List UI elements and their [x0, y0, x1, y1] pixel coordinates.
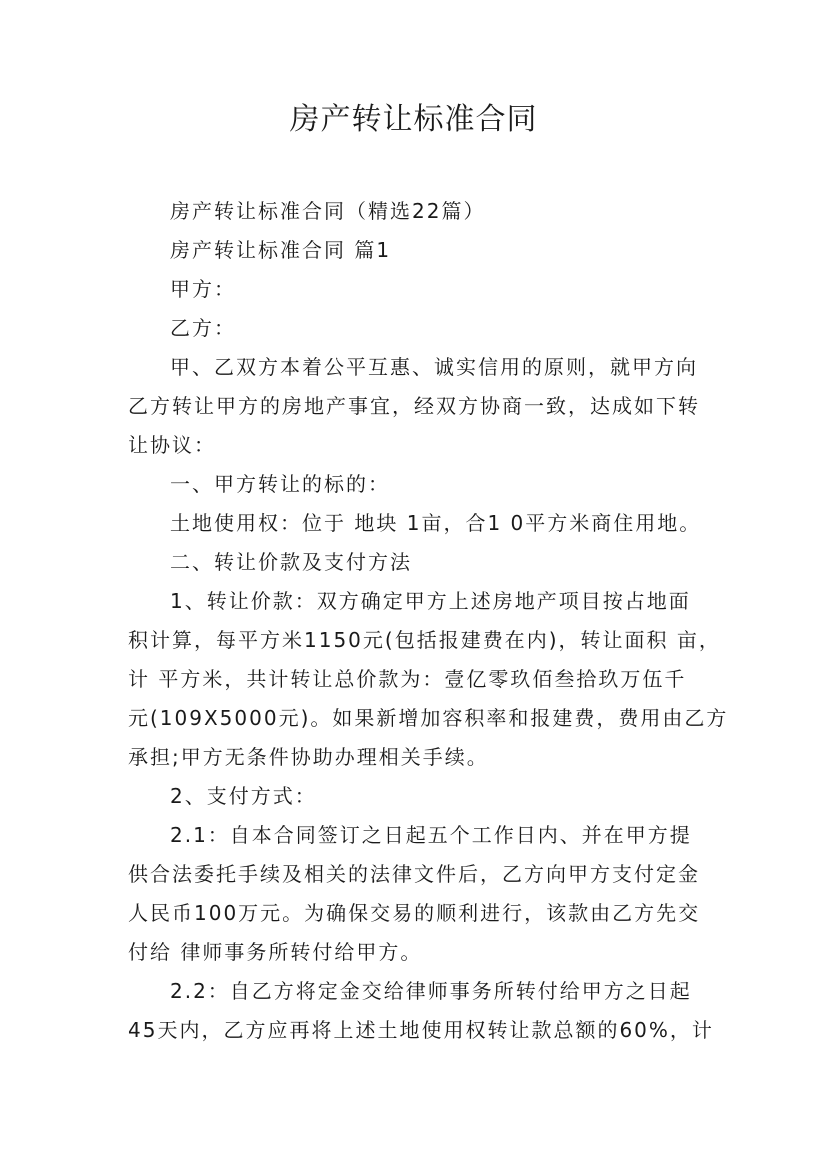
paragraph-line: 2.1：自本合同签订之日起五个工作日内、并在甲方提 [170, 823, 692, 847]
clause-heading: 二、转让价款及支付方法 [170, 550, 412, 574]
section-heading: 房产转让标准合同 篇1 [170, 238, 392, 262]
paragraph-line: 土地使用权：位于 地块 1亩，合1 0平方米商住用地。 [170, 511, 702, 535]
paragraph-line: 供合法委托手续及相关的法律文件后，乙方向甲方支付定金 [128, 862, 700, 886]
subtitle-line: 房产转让标准合同（精选22篇） [170, 199, 486, 223]
party-b-line: 乙方： [170, 316, 236, 340]
paragraph-line: 甲、乙双方本着公平互惠、诚实信用的原则，就甲方向 [170, 355, 698, 379]
paragraph-line: 1、转让价款：双方确定甲方上述房地产项目按占地面 [170, 589, 691, 613]
paragraph-line: 让协议： [128, 433, 216, 457]
paragraph-line: 元(109X5000元)。如果新增加容积率和报建费，费用由乙方 [128, 706, 729, 730]
paragraph-line: 积计算，每平方米1150元(包括报建费在内)，转让面积 亩， [128, 628, 721, 652]
paragraph-line: 计 平方米，共计转让总价款为：壹亿零玖佰叁拾玖万伍千 [128, 667, 687, 691]
paragraph-line: 2.2：自乙方将定金交给律师事务所转付给甲方之日起 [170, 979, 692, 1003]
paragraph-line: 付给 律师事务所转付给甲方。 [128, 940, 423, 964]
document-title: 房产转让标准合同 [289, 102, 538, 137]
clause-heading: 2、支付方式： [170, 784, 317, 808]
paragraph-line: 45天内，乙方应再将上述土地使用权转让款总额的60%，计 [128, 1018, 714, 1042]
party-a-line: 甲方： [170, 277, 236, 301]
clause-heading: 一、甲方转让的标的： [170, 472, 390, 496]
paragraph-line: 承担;甲方无条件协助办理相关手续。 [128, 745, 489, 769]
paragraph-line: 人民币100万元。为确保交易的顺利进行，该款由乙方先交 [128, 901, 701, 925]
paragraph-line: 乙方转让甲方的房地产事宜，经双方协商一致，达成如下转 [128, 394, 700, 418]
